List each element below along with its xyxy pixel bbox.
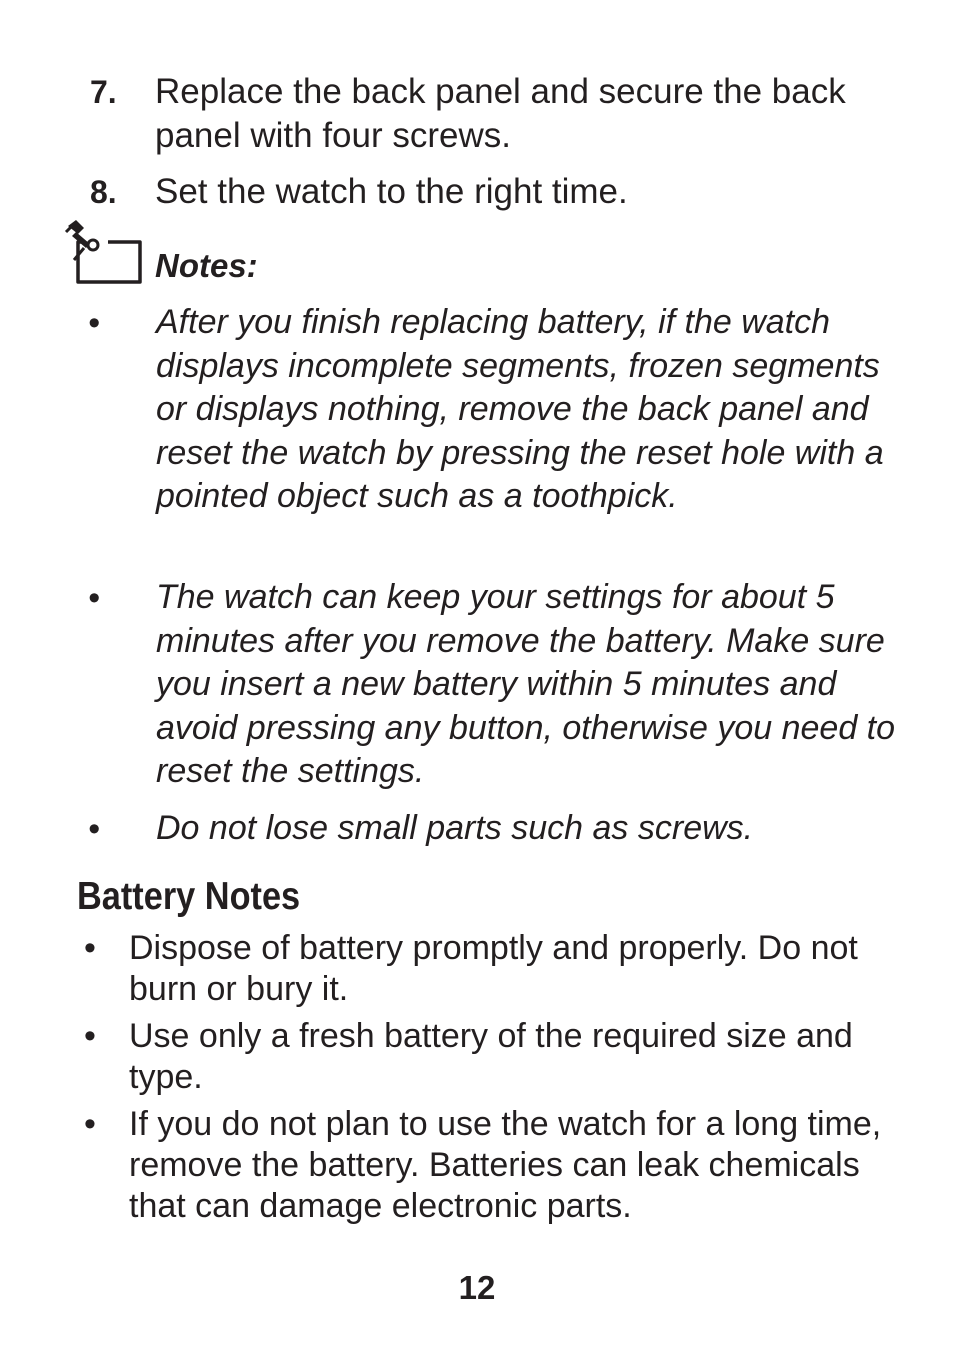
note-item <box>0 301 954 563</box>
bullet: • <box>88 304 100 342</box>
bullet: • <box>84 1017 96 1055</box>
page-number: 12 <box>458 1269 496 1306</box>
battery-note-text: Use only a fresh battery of the required size and type. <box>129 1017 853 1096</box>
bullet: • <box>84 929 96 967</box>
pushpin-note-icon <box>62 218 144 288</box>
bullet: • <box>88 579 100 617</box>
battery-note-item <box>0 1104 954 1230</box>
battery-note-text: Dispose of battery promptly and properly. Do not burn or bury it. <box>129 929 858 1008</box>
note-item <box>0 807 954 853</box>
step-7 <box>0 70 954 160</box>
bullet: • <box>88 810 100 848</box>
note-item <box>0 576 954 796</box>
bullet: • <box>84 1105 96 1143</box>
note-text: After you finish replacing battery, if the watch displays incomplete segments, frozen segments or displays nothing, remove the back panel and reset the watch by pressing the reset hole with a pointed object such as a toothpick. <box>156 303 884 516</box>
step-8 <box>0 170 954 216</box>
note-text: The watch can keep your settings for about 5 minutes after you remove the battery. Make sure you insert a new battery within 5 minutes and avoid pressing any button, otherwise you need to reset the settings. <box>156 578 896 791</box>
step-text: Set the watch to the right time. <box>155 172 628 211</box>
step-number: 8. <box>90 174 117 210</box>
notes-heading: Notes: <box>155 247 258 284</box>
battery-note-item <box>0 1016 954 1100</box>
battery-note-item <box>0 928 954 1012</box>
step-number: 7. <box>90 74 117 110</box>
battery-notes-heading: Battery Notes <box>77 875 301 918</box>
step-text: Replace the back panel and secure the back panel with four screws. <box>155 72 846 155</box>
battery-note-text: If you do not plan to use the watch for a long time, remove the battery. Batteries can leak chemicals that can damage electronic parts. <box>129 1105 882 1225</box>
note-text: Do not lose small parts such as screws. <box>156 809 754 847</box>
